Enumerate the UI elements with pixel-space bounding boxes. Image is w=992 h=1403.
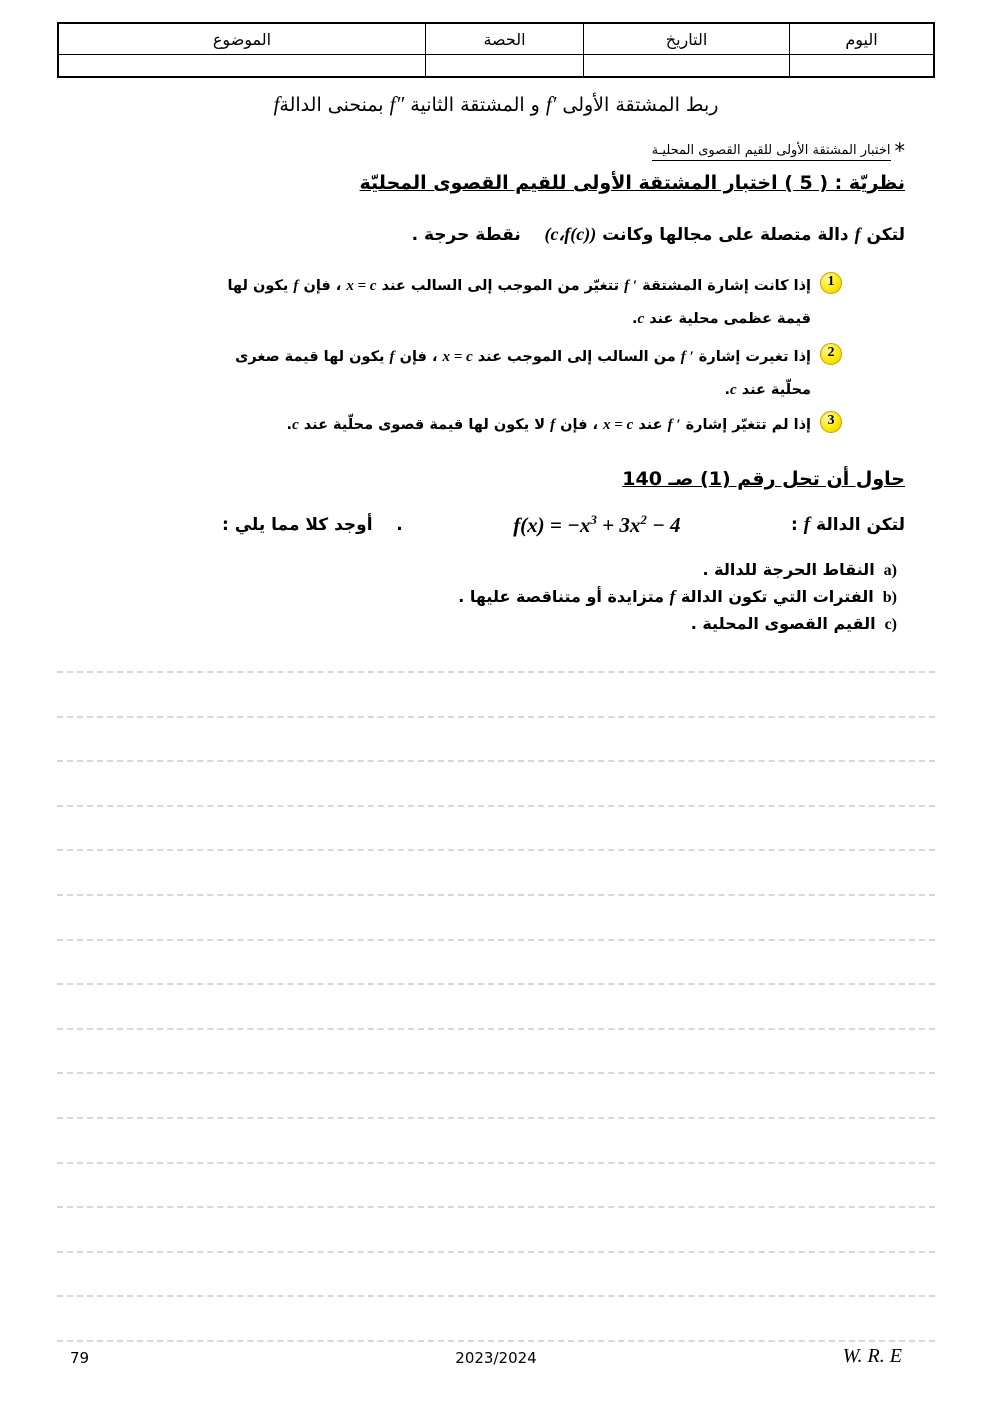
math-run: f′ [545, 92, 557, 116]
formula-exponent: 2 [640, 512, 647, 527]
text-run: . [632, 311, 638, 327]
header-cell-subject: الموضوع [58, 23, 426, 55]
math-run: x = c [442, 349, 473, 365]
theorem-item-text [222, 341, 811, 407]
text-run: النقاط الحرجة للدالة . [702, 560, 875, 579]
text-run: لتكن الدالة [810, 515, 905, 535]
writing-line [57, 1162, 935, 1164]
theorem-item-2 [222, 341, 842, 407]
writing-line [57, 716, 935, 718]
text-run: الفترات التي تكون الدالة [675, 587, 874, 606]
math-run: f [803, 514, 811, 535]
writing-line [57, 939, 935, 941]
writing-lines [57, 671, 935, 1361]
exercise-part-b [280, 584, 897, 611]
header-cell-date: التاريخ [584, 23, 790, 55]
item-number-badge: 2 [820, 343, 842, 365]
math-run: f [293, 278, 299, 294]
footer-signature: W. R. E [842, 1345, 902, 1367]
text-run: إذا لم تتغيّر إشارة [680, 417, 811, 433]
writing-line [57, 760, 935, 762]
header-table [57, 22, 935, 78]
function-formula [513, 512, 680, 538]
math-run: f ′ [680, 349, 694, 365]
text-run: القيم القصوى المحلية . [690, 614, 876, 633]
part-letter: c) [884, 616, 897, 633]
text-run: ربط المشتقة الأولى [556, 94, 719, 116]
writing-line [57, 1340, 935, 1342]
text-run: لتكن [860, 225, 905, 245]
writing-line [57, 983, 935, 985]
math-run: f [273, 92, 280, 116]
theorem-item-1 [222, 270, 842, 336]
header-empty-day [790, 55, 935, 78]
formula-tail: − 4 [646, 513, 681, 537]
part-letter: a) [883, 562, 897, 579]
header-empty-date [584, 55, 790, 78]
text-run: : [791, 515, 804, 535]
part-text [458, 587, 874, 606]
math-run: f [854, 224, 861, 244]
math-run: c [637, 311, 645, 327]
asterisk-mark: * [894, 139, 905, 163]
header-table-label-row [58, 23, 934, 55]
math-run: f″ [389, 92, 405, 116]
formula-exponent: 3 [590, 512, 597, 527]
header-empty-period [426, 55, 584, 78]
writing-line [57, 671, 935, 673]
writing-line [57, 894, 935, 896]
formula-lhs: f(x) = −x [513, 513, 591, 537]
exercise-heading: حاول أن تحل رقم (1) صـ 140 [622, 468, 905, 490]
math-run: f ′ [667, 417, 681, 433]
footer-page-number: 79 [70, 1349, 90, 1367]
exercise-prompt: . أوجد كلا مما يلي : [222, 515, 403, 535]
math-run: f ′ [624, 278, 638, 294]
text-run: . [286, 417, 293, 433]
math-run: f [669, 587, 676, 606]
header-cell-period: الحصة [426, 23, 584, 55]
writing-line [57, 1117, 935, 1119]
theorem-item-text [222, 270, 811, 336]
text-run: إذا كانت إشارة المشتقة [637, 278, 811, 294]
text-run: يكون لها قيمة عظمى محلية عند [227, 278, 811, 327]
text-run: ، فإن [394, 349, 443, 365]
item-number-badge: 1 [820, 272, 842, 294]
part-letter: b) [882, 589, 897, 606]
theorem-item-text [222, 409, 811, 442]
text-run: ، فإن [555, 417, 604, 433]
text-run: دالة متصلة على مجالها وكانت [596, 225, 855, 245]
header-cell-day: اليوم [790, 23, 935, 55]
theorem-intro [250, 224, 905, 245]
lesson-title [0, 92, 992, 117]
math-run: (c،f(c)) [544, 224, 597, 244]
part-text [691, 614, 876, 633]
exercise-parts-list [280, 557, 897, 638]
topic-note-text: اختبار المشتقة الأولى للقيم القصوى المحليـة [652, 143, 891, 161]
text-run: يكون لها قيمة صغرى محلّية عند [235, 349, 811, 398]
function-intro [791, 514, 905, 536]
writing-line [57, 1028, 935, 1030]
formula-middle: + 3x [596, 513, 641, 537]
writing-line [57, 849, 935, 851]
exercise-part-c [280, 611, 897, 638]
text-run: و المشتقة الثانية [404, 94, 546, 116]
text-run: ، فإن [298, 278, 347, 294]
topic-note [652, 139, 905, 163]
writing-line [57, 1295, 935, 1297]
math-run: f [550, 417, 556, 433]
writing-line [57, 1251, 935, 1253]
writing-line [57, 805, 935, 807]
text-run: تتغيّر من الموجب إلى السالب عند [376, 278, 625, 294]
text-run: . [724, 382, 730, 398]
theorem-heading: نظريّة : ( 5 ) اختبار المشتقة الأولى للقيم القصوى المحليّة [359, 172, 905, 194]
math-run: c [729, 382, 737, 398]
text-run: عند [633, 417, 668, 433]
math-run: f [389, 349, 395, 365]
writing-line [57, 1072, 935, 1074]
writing-line [57, 1206, 935, 1208]
text-run: نقطة حرجة . [411, 225, 545, 245]
math-run: x = c [603, 417, 634, 433]
text-run: متزايدة أو متناقصة عليها . [458, 587, 670, 606]
text-run: لا يكون لها قيمة قصوى محلّية عند [298, 417, 551, 433]
text-run: من السالب إلى الموجب عند [472, 349, 681, 365]
part-text [703, 560, 875, 579]
math-run: c [292, 417, 299, 433]
item-number-badge: 3 [820, 411, 842, 433]
footer-year: 2023/2024 [455, 1349, 537, 1367]
function-definition-line [222, 512, 905, 538]
text-run: إذا تغيرت إشارة [693, 349, 811, 365]
text-run: بمنحنى الدالة [279, 94, 390, 116]
math-run: x = c [346, 278, 377, 294]
header-empty-subject [58, 55, 426, 78]
exercise-part-a [280, 557, 897, 584]
theorem-item-3 [222, 409, 842, 442]
header-table-empty-row [58, 55, 934, 78]
